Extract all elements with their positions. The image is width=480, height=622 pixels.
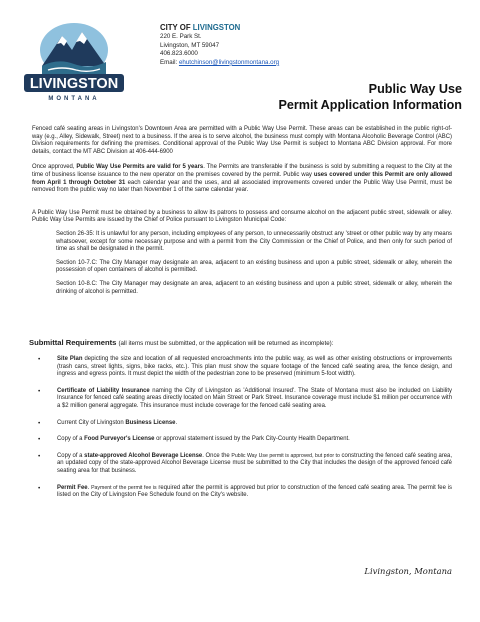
section-10-7c: Section 10-7.C: The City Manager may designate an area, adjacent to an existing business and upon a public street, sidewalk or alley, wherein the possession of open containers of alcohol is permitted.	[56, 259, 452, 274]
bullet-icon: •	[38, 484, 41, 492]
validity-paragraph	[32, 164, 452, 194]
bullet-icon: •	[38, 419, 41, 427]
bullet-icon: •	[38, 356, 41, 363]
season-emphasis: uses covered under this Permit are only allowed from April 1 through October 31	[32, 171, 452, 186]
list-item	[37, 485, 452, 500]
fee-text-b: required after the permit is approved but prior to construction of the fenced café seating area. The permit fee is listed on the City of Livingston Fee Schedule found on the City's website.	[57, 484, 452, 499]
site-plan-label: Site Plan	[57, 356, 83, 362]
submittal-list	[37, 356, 452, 500]
alcohol-text-b: . Once the	[202, 452, 232, 459]
alcohol-license-label: state-approved Alcohol Beverage License	[84, 452, 203, 459]
insurance-text: naming the City of Livingston as 'Additional Insured'. The State of Montana must also be included on Liability Insurance for fenced café seating areas directly located on Main Street or Park Street. Insurance coverage must include $1 million per occurrence with a $2 million general aggregate. This insurance must include coverage for the fenced café seating area.	[57, 387, 452, 409]
mountain-logo-icon	[20, 22, 128, 102]
bullet-icon: •	[38, 436, 41, 444]
section-10-8c: Section 10-8.C: The City Manager may designate an area, adjacent to an existing business and upon a public street, sidewalk or alley, wherein the drinking of alcohol is permitted.	[56, 280, 452, 295]
city-heading	[160, 23, 279, 33]
contact-block	[160, 23, 279, 67]
validity-text-a: Once approved,	[32, 164, 77, 171]
municipal-code-paragraph: A Public Way Use Permit must be obtained by a business to allow its patrons to possess and consume alcohol on the adjacent public street, sidewalk or alley. Public Way Use Permits are issued by the Chief of Police pursuant to Livingston Municipal Code:	[32, 209, 452, 224]
list-item	[37, 388, 452, 411]
list-item	[37, 436, 452, 444]
list-item	[37, 420, 452, 428]
list-item	[37, 356, 452, 379]
insurance-label: Certificate of Liability Insurance	[57, 387, 150, 394]
submittal-note: (all items must be submitted, or the application will be returned as incomplete):	[118, 340, 334, 347]
site-plan-text: depicting the size and location of all requested encroachments into the public way, as well as other existing obstructions or improvements (trash cans, street lights, signs, bike racks, etc.). This plan must show the square footage of the fenced café seating area, the fence design, and ingress and egress points. It must depict the width of the pedestrian zone to be preserved (minimum 5-foot width).	[57, 356, 452, 378]
license-text-b: .	[175, 419, 178, 426]
city-prefix: CITY OF	[160, 23, 191, 32]
intro-section	[32, 126, 452, 296]
submittal-title: Submittal Requirements	[29, 338, 117, 347]
title-line-2: Permit Application Information	[278, 97, 462, 112]
city-name: LIVINGSTON	[192, 23, 241, 32]
logo-state: MONTANA	[48, 96, 100, 102]
food-purveyor-label: Food Purveyor's License	[84, 436, 155, 443]
license-text-a: Current City of Livingston	[57, 419, 126, 426]
validity-emphasis: Public Way Use Permits are valid for 5 years	[76, 164, 204, 171]
logo-wordmark: LIVINGSTON	[29, 76, 119, 92]
validity-text-b: . The Permits are transferable if the business is sold by submitting a request to the City at the time of business license issuance to the new operator on the premises covered by the permit. Public way	[32, 164, 453, 178]
validity-text-c: each calendar year and the uses, and all associated improvements covered under the Public Way Use Permit, must be removed from the public way no later than November 1 of the same calendar year.	[32, 179, 452, 194]
intro-paragraph: Fenced café seating areas in Livingston's Downtown Area are permitted with a Public Way Use Permit. These areas can be established in the public right-of-way (e.g., Alley, Sidewalk, Street) next to a business. If the area is to serve alcohol, the business must comply with Montana Alcoholic Beverage Control (ABC) Division requirements for defining the premises. Conditional approval of the Public Way Use Permit is subject to Montana ABC Division approval. For more details, contact the MT ABC Division at 406-444-6900	[32, 126, 452, 155]
city-logo	[20, 22, 128, 102]
city-state-zip: Livingston, MT 59047	[160, 41, 220, 49]
alcohol-text-a: Copy of a	[57, 452, 85, 459]
permit-fee-label: Permit Fee	[57, 484, 88, 491]
fee-text-small: Payment of the permit fee is	[91, 484, 157, 491]
bullet-icon: •	[38, 452, 41, 460]
alcohol-text-small: Public Way Use permit is approved, but prior to	[231, 452, 340, 459]
submittal-heading	[29, 338, 333, 349]
bullet-icon: •	[38, 387, 41, 395]
email-line	[160, 59, 279, 68]
title-line-1: Public Way Use	[368, 82, 462, 96]
list-item	[37, 453, 452, 476]
footer-signature: Livingston, Montana	[364, 566, 452, 576]
alcohol-text-c: constructing the fenced café seating area, an updated copy of the state-approved Alcohol Beverage License must be submitted to the City that includes the design of the approved fenced café seating area for that business.	[57, 452, 452, 474]
page-title	[200, 82, 462, 113]
email-label: Email:	[160, 58, 178, 66]
business-license-label: Business License	[125, 419, 176, 426]
section-26-35: Section 26-35: It is unlawful for any person, including employees of any person, to unnecessarily obstruct any 'street or other public way by any means whatsoever, except for some necessary purpose and with a permit from the City Commission or the Chief of Police, and then only for such period of time as shall be designated in the permit.	[56, 230, 452, 253]
phone-number: 406.823.6000	[160, 50, 198, 58]
street-address: 220 E. Park St.	[160, 33, 202, 40]
fee-text-a: .	[87, 484, 92, 491]
email-link[interactable]: ehutchinson@livingstonmontana.org	[178, 58, 280, 66]
food-text-a: Copy of a	[57, 436, 85, 443]
food-text-b: or approval statement issued by the Park City-County Health Department.	[154, 436, 350, 443]
